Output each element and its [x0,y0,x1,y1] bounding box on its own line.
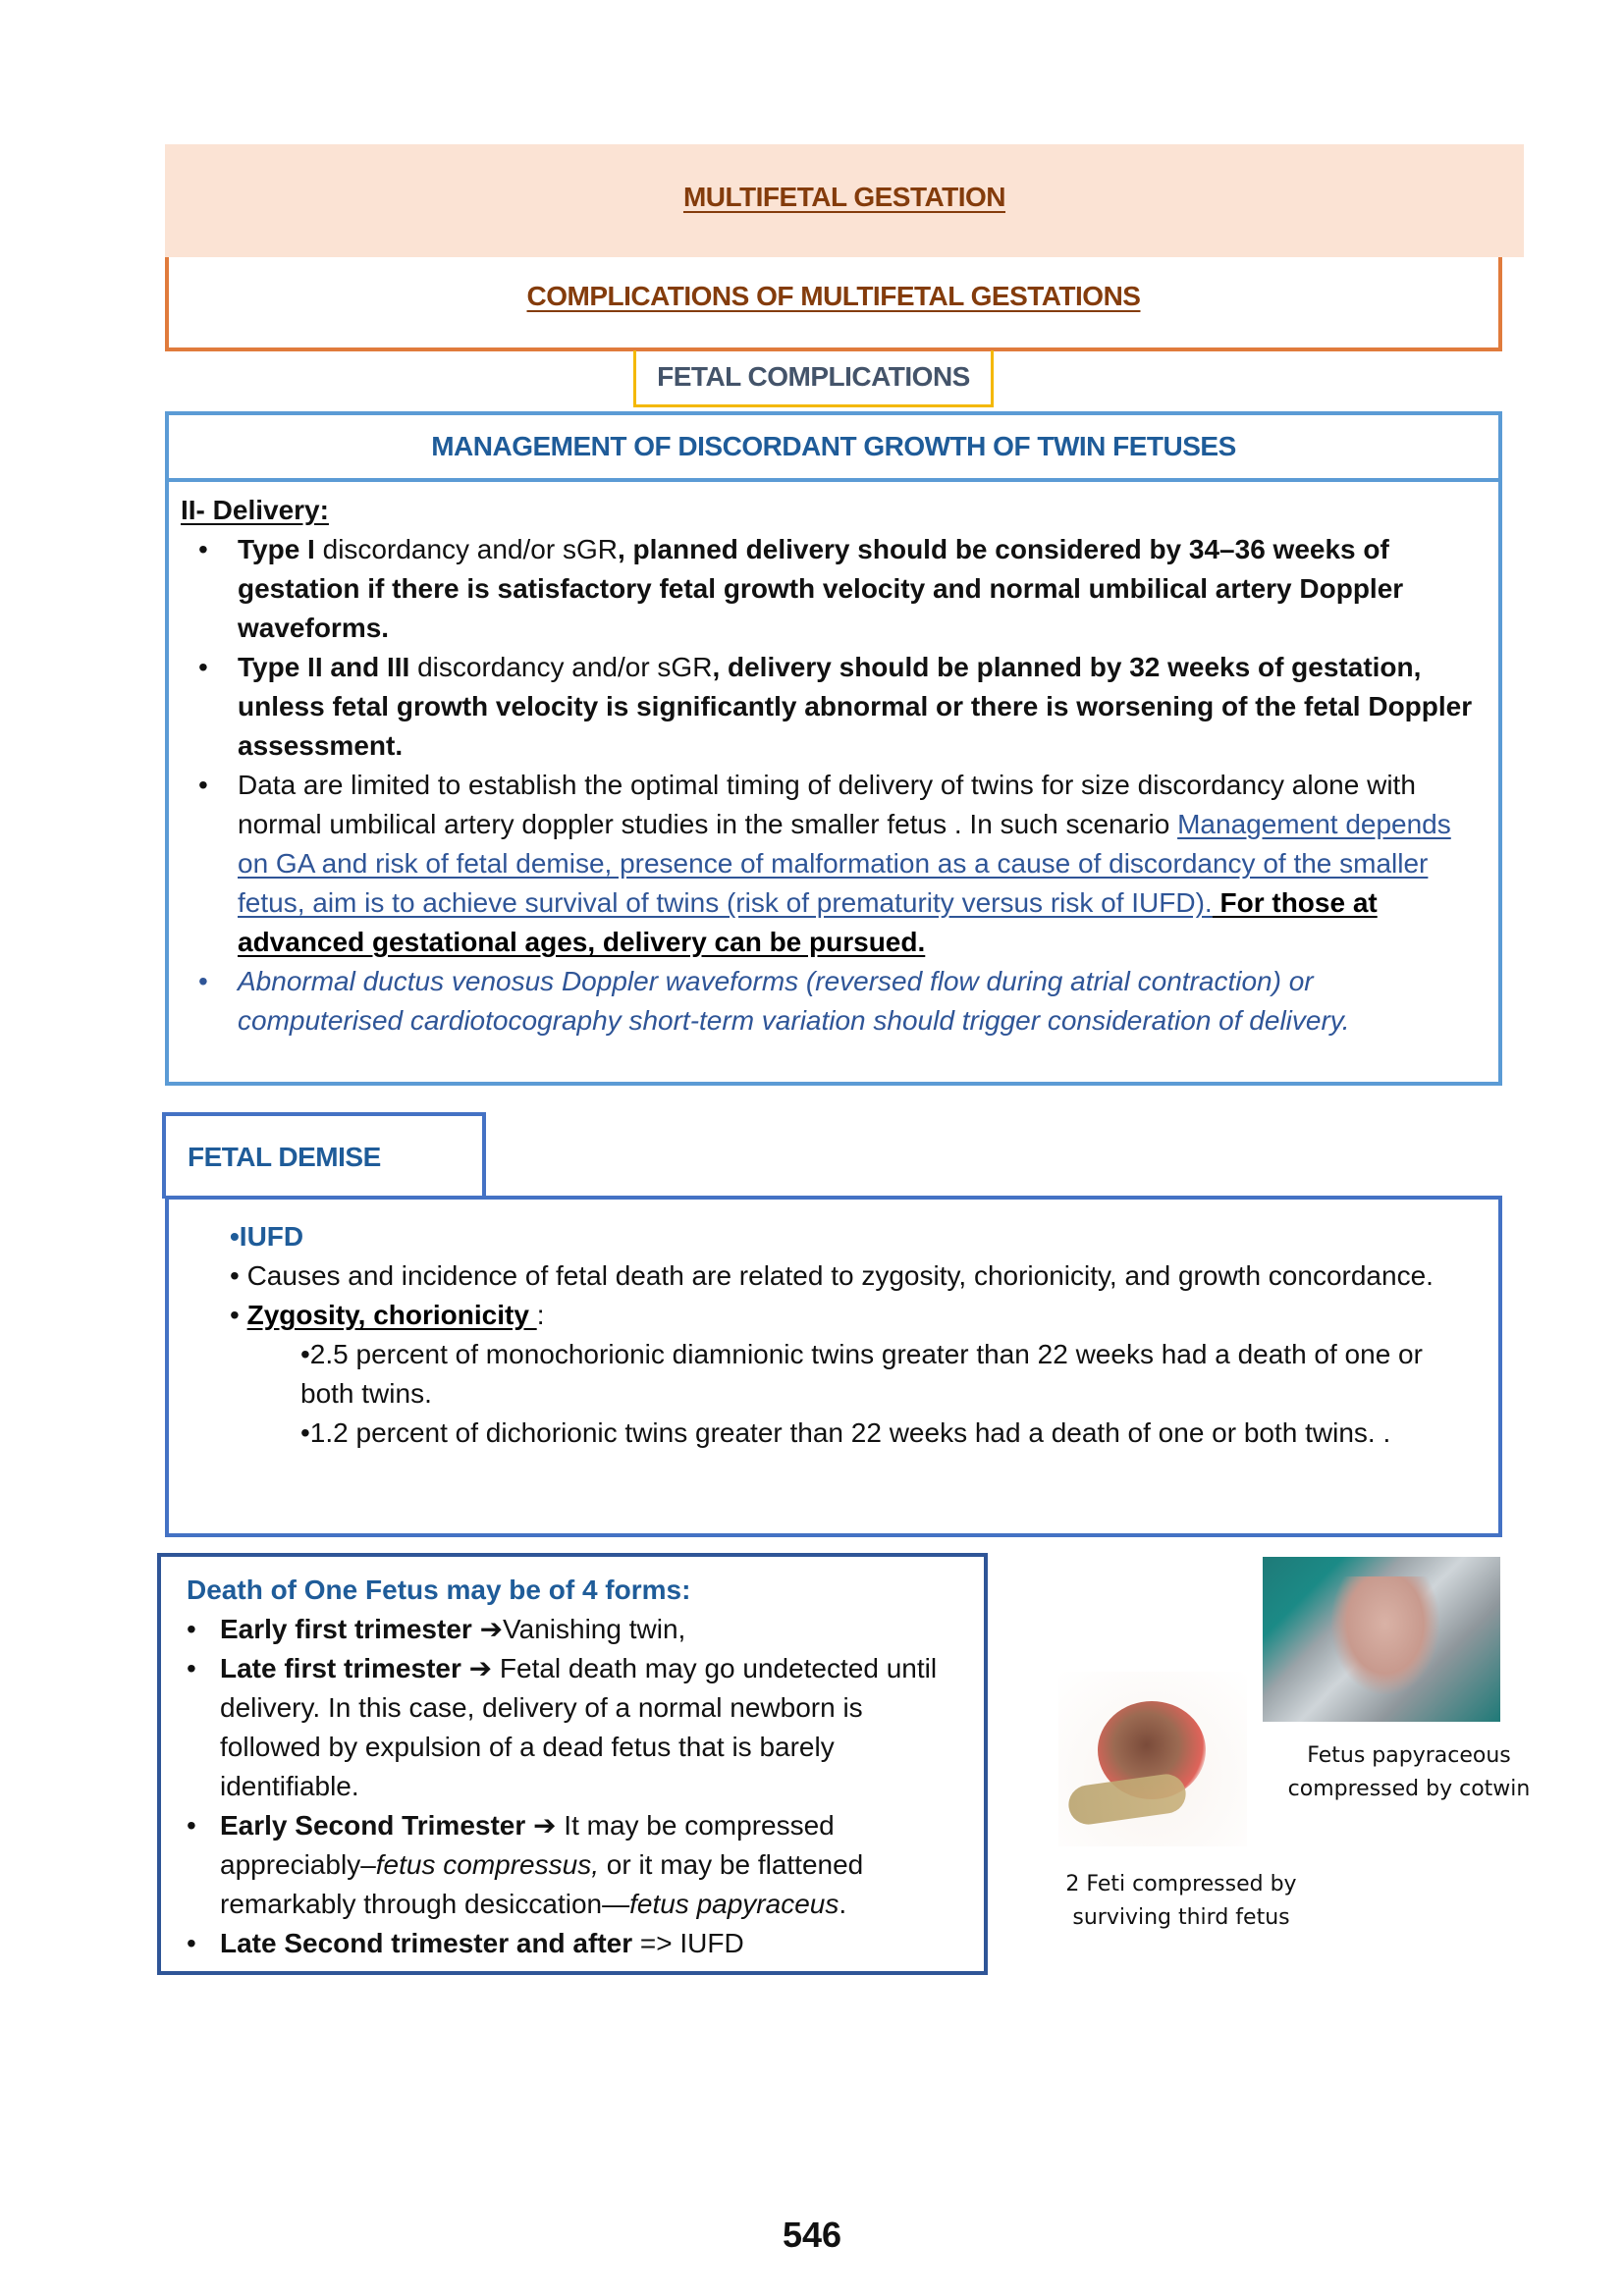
causes-text: • Causes and incidence of fetal death are related to zygosity, chorionicity, and growth concordance. [230,1260,1434,1291]
compressed-feti-photo [1058,1672,1247,1846]
management-bullet [181,530,1473,648]
arrow-right-icon: ➔ [468,1653,493,1683]
fetal-demise-box [165,1196,1502,1537]
zygosity-label: Zygosity, chorionicity [246,1300,537,1330]
stat-monochorionic: •2.5 percent of monochorionic diamnionic twins greater than 22 weeks had a death of one or both twins. [300,1339,1423,1409]
management-bullet [181,648,1473,766]
page-subtitle: COMPLICATIONS OF MULTIFETAL GESTATIONS [526,281,1141,311]
page-number: 546 [782,2215,842,2255]
bullet: • [230,1300,247,1330]
fetus-shape [1331,1576,1439,1694]
form-label: Late first trimester [220,1653,469,1683]
subtitle-box [165,257,1502,351]
form-text: . [839,1889,847,1919]
stat-dichorionic: •1.2 percent of dichorionic twins greater than 22 weeks had a death of one or both twins. . [300,1417,1391,1448]
form-text: Fetal death may go undetected until delivery. In this case, delivery of a normal newborn is followed by expulsion of a dead fetus that is barely identifiable. [220,1653,938,1801]
form-text: or it may be flattened remarkably through desiccation— [220,1849,864,1919]
death-of-one-fetus-box [157,1553,988,1975]
management-bullet [181,962,1473,1041]
text: Data are limited to establish the optimal timing of delivery of twins for size discordancy alone with normal umbilical artery doppler studies in the smaller fetus . In such scenario [238,770,1416,839]
fetal-demise-tab: FETAL DEMISE [162,1112,486,1199]
bold-text: Type I [238,534,315,564]
death-form-item [187,1649,964,1806]
page-title: MULTIFETAL GESTATION [682,182,1006,212]
italic-term: fetus compressus, [375,1849,599,1880]
underlined-link-text[interactable]: Management depends on GA and risk of fetal demise, presence of malformation as a cause of discordancy of the smaller fetus, aim is to achieve survival of twins (risk of prematurity versus risk of IUFD). [238,809,1451,918]
form-text: => IUFD [639,1928,744,1958]
figure-caption-1: Fetus papyraceous compressed by cotwin [1287,1743,1531,1801]
section-label: FETAL COMPLICATIONS [633,350,994,407]
iufd-heading: •IUFD [230,1221,304,1252]
fetus-papyraceus-photo [1263,1557,1500,1722]
management-bullet [181,766,1473,962]
death-form-item [187,1806,964,1924]
bold-text: , delivery should be planned by 32 weeks of gestation, unless fetal growth velocity is significantly abnormal or there is worsening of the fetal Doppler assessment. [238,652,1473,761]
italic-text: Abnormal ductus venosus Doppler waveforms (reversed flow during atrial contraction) or computerised cardiotocography short-term variation should trigger consideration of delivery. [238,966,1350,1036]
form-text: Vanishing twin, [503,1614,686,1644]
arrow-right-icon: ➔ [479,1614,504,1644]
colon: : [536,1300,545,1330]
italic-term: fetus papyraceus [629,1889,839,1919]
bold-text: Type II and III [238,652,410,682]
form-text: It may be compressed appreciably– [220,1810,835,1880]
form-label: Early Second Trimester [220,1810,534,1841]
bold-underlined-text: For those at advanced gestational ages, delivery can be pursued. [238,887,1378,957]
bold-text: , planned delivery should be considered by 34–36 weeks of gestation if there is satisfactory fetal growth velocity and normal umbilical artery Doppler waveforms. [238,534,1404,643]
title-band [165,144,1524,257]
management-body [165,479,1502,1086]
death-heading: Death of One Fetus may be of 4 forms: [187,1575,691,1605]
text: discordancy and/or sGR [314,534,618,564]
limb-shape [1066,1772,1188,1827]
management-heading: MANAGEMENT OF DISCORDANT GROWTH OF TWIN FETUSES [165,411,1502,482]
arrow-right-icon: ➔ [533,1810,557,1841]
form-label: Early first trimester [220,1614,480,1644]
death-form-item [187,1610,964,1649]
delivery-subheading: II- Delivery: [181,495,329,525]
figure-caption-2: 2 Feti compressed by surviving third fetus [1065,1872,1297,1930]
death-form-item [187,1924,964,1963]
zygosity-line [230,1296,1479,1335]
form-label: Late Second trimester and after [220,1928,640,1958]
text: discordancy and/or sGR [409,652,713,682]
